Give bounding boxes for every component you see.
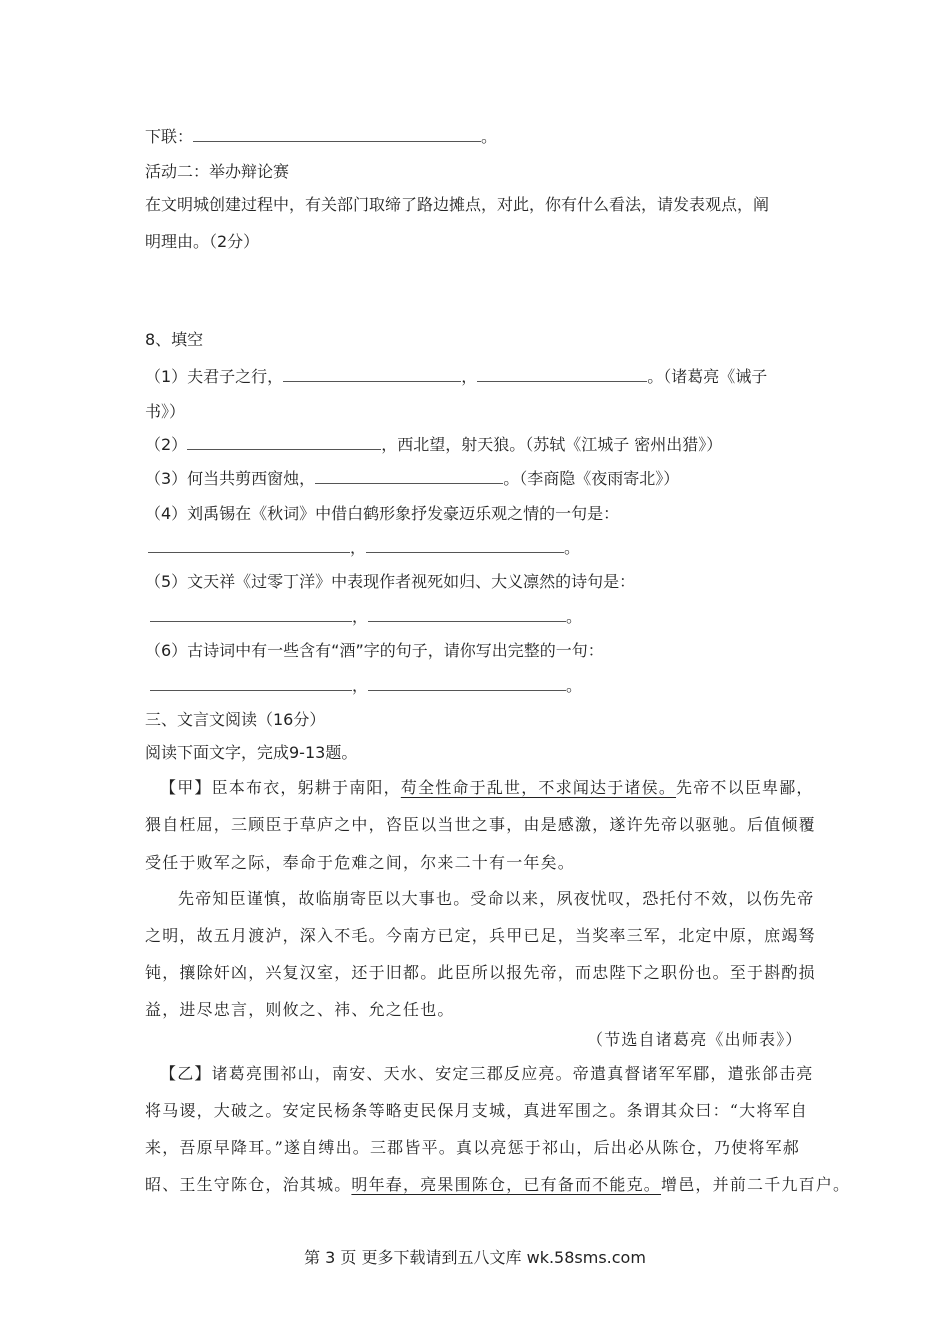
q8-item3-text: （3）何当共剪西窗烛，	[145, 469, 316, 488]
passage-b-text: 增邑，并前二千九百户。	[661, 1175, 851, 1194]
q8-item1	[145, 367, 767, 387]
passage-a-line7: 益，进尽忠言，则攸之、祎、允之任也。	[145, 1000, 455, 1019]
q8-item6: （6）古诗词中有一些含有“酒”字的句子，请你写出完整的一句：	[145, 641, 604, 660]
q8-item1-text: （1）夫君子之行，	[145, 367, 284, 386]
q8-item3	[145, 469, 679, 489]
answer-blank[interactable]	[366, 538, 564, 553]
page-footer: 第 3 页 更多下载请到五八文库 wk.58sms.com	[304, 1248, 646, 1267]
passage-a-source: （节选自诸葛亮《出师表》）	[587, 1030, 803, 1049]
answer-blank[interactable]	[368, 676, 566, 691]
passage-a-text: 【甲】臣本布衣，躬耕于南阳，	[160, 778, 401, 797]
answer-blank[interactable]	[477, 367, 647, 382]
comma: ，	[461, 367, 478, 386]
passage-a-line6: 钝，攘除奸凶，兴复汉室，还于旧都。此臣所以报先帝，而忠陛下之职份也。至于斟酌损	[145, 963, 816, 982]
answer-blank[interactable]	[150, 607, 352, 622]
passage-b-line3: 来，吾原早降耳。”遂自缚出。三郡皆平。真以亮惩于祁山，后出必从陈仓，乃使将军郝	[145, 1138, 800, 1157]
q8-item1-cont: 书》）	[145, 402, 186, 421]
comma: ，	[352, 676, 369, 695]
q8-item1-source: 。（诸葛亮《诫子	[647, 367, 768, 386]
answer-blank[interactable]	[193, 127, 481, 142]
underlined-sentence: 明年春，亮果围陈仓，已有备而不能克。	[351, 1175, 662, 1194]
line-end: 。	[566, 607, 583, 626]
line-end: 。	[564, 538, 581, 557]
q8-item4-blanks	[148, 538, 580, 558]
q8-item5-blanks	[150, 607, 582, 627]
passage-a-line3: 受任于败军之际，奉命于危难之间，尔来二十有一年矣。	[145, 853, 576, 872]
comma: ，	[352, 607, 369, 626]
section3-heading: 三、文言文阅读（16分）	[145, 710, 326, 729]
q8-item2-text: ，西北望，射天狼。（苏轼《江城子 密州出猎》）	[381, 435, 723, 454]
comma: ，	[350, 538, 367, 557]
passage-b-line1: 【乙】诸葛亮围祁山，南安、天水、安定三郡反应亮。帝遣真督诸军军郿，遣张郃击亮	[160, 1064, 814, 1083]
passage-b-line4	[145, 1175, 850, 1195]
q8-item2-num: （2）	[145, 435, 188, 454]
debate-prompt-line2: 明理由。（2分）	[145, 232, 260, 251]
passage-a-line1	[160, 778, 814, 798]
xialian-line	[145, 127, 497, 147]
answer-blank[interactable]	[368, 607, 566, 622]
q8-item2	[145, 435, 722, 455]
passage-a-text: 先帝不以臣卑鄙，	[676, 778, 814, 797]
q8-item4: （4）刘禹锡在《秋词》中借白鹤形象抒发豪迈乐观之情的一句是：	[145, 504, 620, 523]
section3-instruction: 阅读下面文字，完成9-13题。	[145, 743, 358, 762]
passage-a-line4: 先帝知臣谨慎，故临崩寄臣以大事也。受命以来，夙夜忧叹，恐托付不效，以伤先帝	[178, 889, 815, 908]
line-end: 。	[481, 127, 498, 146]
answer-blank[interactable]	[148, 538, 350, 553]
passage-a-line5: 之明，故五月渡泸，深入不毛。今南方已定，兵甲已足，当奖率三军，北定中原，庶竭驽	[145, 926, 816, 945]
xialian-label: 下联：	[145, 127, 194, 146]
q8-item5: （5）文天祥《过零丁洋》中表现作者视死如归、大义凛然的诗句是：	[145, 572, 636, 591]
answer-blank[interactable]	[187, 435, 381, 450]
q8-item6-blanks	[150, 676, 582, 696]
answer-blank[interactable]	[283, 367, 461, 382]
underlined-sentence: 苟全性命于乱世，不求闻达于诸侯。	[400, 778, 677, 797]
passage-b-text: 昭、王生守陈仓，治其城。	[145, 1175, 352, 1194]
passage-b-line2: 将马谡，大破之。安定民杨条等略吏民保月支城，真进军围之。条谓其众曰：“大将军自	[145, 1101, 808, 1120]
line-end: 。	[566, 676, 583, 695]
answer-blank[interactable]	[315, 469, 503, 484]
answer-blank[interactable]	[150, 676, 352, 691]
passage-a-line2: 猥自枉屈，三顾臣于草庐之中，咨臣以当世之事，由是感激，遂许先帝以驱驰。后值倾覆	[145, 815, 816, 834]
q8-item3-source: 。（李商隐《夜雨寄北》）	[503, 469, 680, 488]
debate-prompt-line1: 在文明城创建过程中，有关部门取缔了路边摊点，对此，你有什么看法，请发表观点，阐	[145, 195, 770, 214]
activity2-heading: 活动二：举办辩论赛	[145, 162, 290, 181]
q8-title: 8、填空	[145, 330, 204, 349]
